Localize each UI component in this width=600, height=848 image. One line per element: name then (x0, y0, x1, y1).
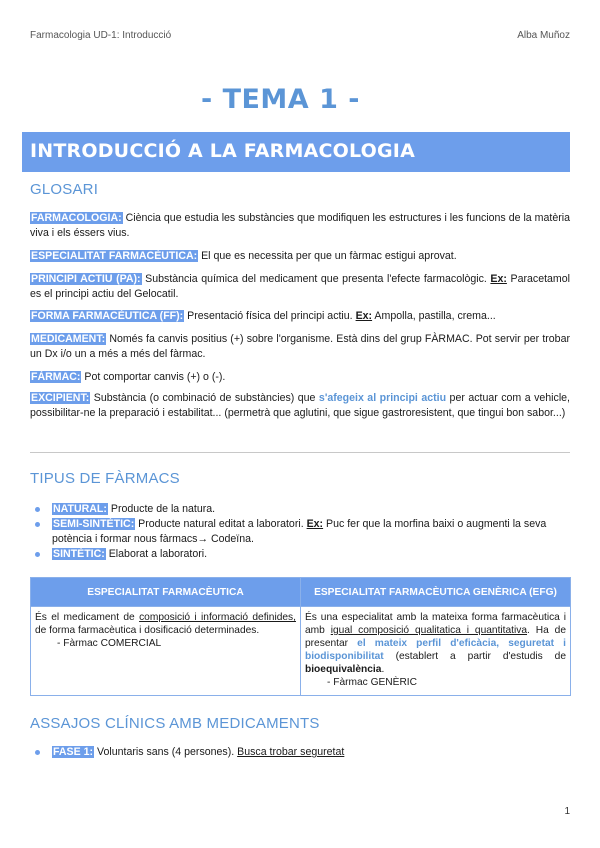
def-text: Substància química del medicament que presenta l'efecte farmacològic. (141, 273, 491, 285)
def-text: Substància (o combinació de substàncies) que (90, 392, 319, 404)
def-farmac (30, 370, 570, 385)
def-especialitat (30, 249, 570, 264)
ex-label: Ex: (355, 310, 373, 322)
cell-text: igual composició qualitatica i quantitativa (330, 625, 528, 636)
divider (30, 452, 570, 453)
cell-text: (establert a partir d'estudis de (383, 651, 566, 662)
def-text: Presentació física del principi actiu. (184, 310, 356, 322)
item-text: Producte de la natura. (107, 503, 216, 515)
item-text: Producte natural editat a laboratori. (135, 518, 307, 530)
def-text: per actuar com a vehicle, possibilitar-ne la preparació i estabilitat... (permetrà que aglutini, que sigue gastroresistent, que tingui bon sabor...) (30, 392, 571, 419)
highlight-text: s'afegeix al principi actiu (318, 392, 447, 404)
term-excipient: EXCIPIENT: (31, 392, 90, 404)
term-medicament: MEDICAMENT: (31, 333, 106, 345)
item-text: Busca trobar seguretat (237, 746, 345, 758)
glosari-heading: GLOSARI (30, 181, 99, 198)
def-text: El que es necessita per que un fàrmac estigui aprovat. (198, 250, 457, 262)
cell-text: És el medicament de (35, 612, 140, 623)
bullet-icon (35, 522, 40, 527)
tipus-heading: TIPUS DE FÀRMACS (30, 470, 180, 487)
ex-label: Ex: (490, 273, 507, 285)
tema-title: - TEMA 1 - (200, 84, 360, 115)
section-banner (22, 132, 570, 172)
list-item (30, 502, 570, 517)
table-cell (31, 607, 301, 696)
bullet-icon (35, 552, 40, 557)
term-farmac: FÀRMAC: (31, 371, 81, 383)
assajos-heading: ASSAJOS CLÍNICS AMB MEDICAMENTS (30, 715, 320, 732)
bullet-icon (35, 750, 40, 755)
def-text: Paracetamol es el principi actiu del Gelocatil. (30, 273, 570, 300)
list-item (30, 745, 570, 760)
term-sintetic: SINTÈTIC: (53, 548, 105, 560)
def-excipient (30, 391, 570, 421)
term-principi-actiu: PRINCIPI ACTIU (PA): (31, 273, 141, 285)
cell-text: bioequivalència (305, 664, 382, 675)
term-semi-sintetic: SEMI-SINTÈTIC: (53, 518, 135, 530)
cell-highlight: el mateix perfil d'eficàcia, seguretat i biodisponibilitat (305, 638, 566, 662)
table-cell (301, 607, 571, 696)
table-row (31, 607, 571, 696)
cell-text: composició i informació definides, (139, 612, 296, 623)
banner-title: INTRODUCCIÓ A LA FARMACOLOGIA (30, 140, 415, 162)
bullet-icon (35, 507, 40, 512)
cell-text: de forma farmacèutica i dosificació determinades. (35, 625, 260, 636)
term-fase1: FASE 1: (53, 746, 94, 758)
item-text: Puc fer que la morfina baixi o augmenti la seva potència i formar nous fàrmacs→ Codeïna. (52, 518, 547, 545)
cell-text: . (381, 664, 385, 675)
list-item (30, 547, 570, 562)
term-forma-farmaceutica: FORMA FARMACÈUTICA (FF): (31, 310, 184, 322)
ex-label: Ex: (306, 518, 324, 530)
list-item (30, 517, 570, 547)
header-author: Alba Muñoz (517, 30, 570, 41)
cell-text: És una especialitat amb la mateixa forma farmacèutica i amb (305, 612, 566, 636)
cell-subitem: - Fàrmac GENÈRIC (327, 677, 417, 688)
assajos-list (30, 745, 570, 760)
item-text: Voluntaris sans (4 persones). (94, 746, 238, 758)
cell-text: . Ha de presentar (305, 625, 566, 649)
header-title: Farmacologia UD-1: Introducció (30, 30, 172, 41)
term-farmacologia: FARMACOLOGIA: (31, 212, 122, 224)
def-farmacologia (30, 211, 570, 241)
def-text: Ciència que estudia les substàncies que modifiquen les estructures i les funcions de la matèria viva i els éssers vius. (30, 212, 570, 239)
def-text: Pot comportar canvis (+) o (-). (81, 371, 226, 383)
table-header: ESPECIALITAT FARMACÈUTICA GENÈRICA (EFG) (301, 578, 571, 607)
item-text: Elaborat a laboratori. (105, 548, 208, 560)
term-especialitat: ESPECIALITAT FARMACÈUTICA: (31, 250, 198, 262)
def-principi-actiu (30, 272, 570, 302)
comparison-table (30, 577, 571, 696)
table-header: ESPECIALITAT FARMACÈUTICA (31, 578, 301, 607)
page-number: 1 (564, 806, 570, 817)
def-text: Només fa canvis positius (+) sobre l'organisme. Està dins del grup FÀRMAC. Pot servir per trobar un Dx i/o un a més a més del fàrmac. (30, 333, 570, 360)
def-medicament (30, 332, 570, 362)
term-natural: NATURAL: (53, 503, 107, 515)
cell-subitem: - Fàrmac COMERCIAL (57, 638, 162, 649)
tipus-list (30, 502, 570, 562)
table-header-row (31, 578, 571, 607)
def-forma-farmaceutica (30, 309, 570, 324)
def-text: Ampolla, pastilla, crema... (372, 310, 496, 322)
